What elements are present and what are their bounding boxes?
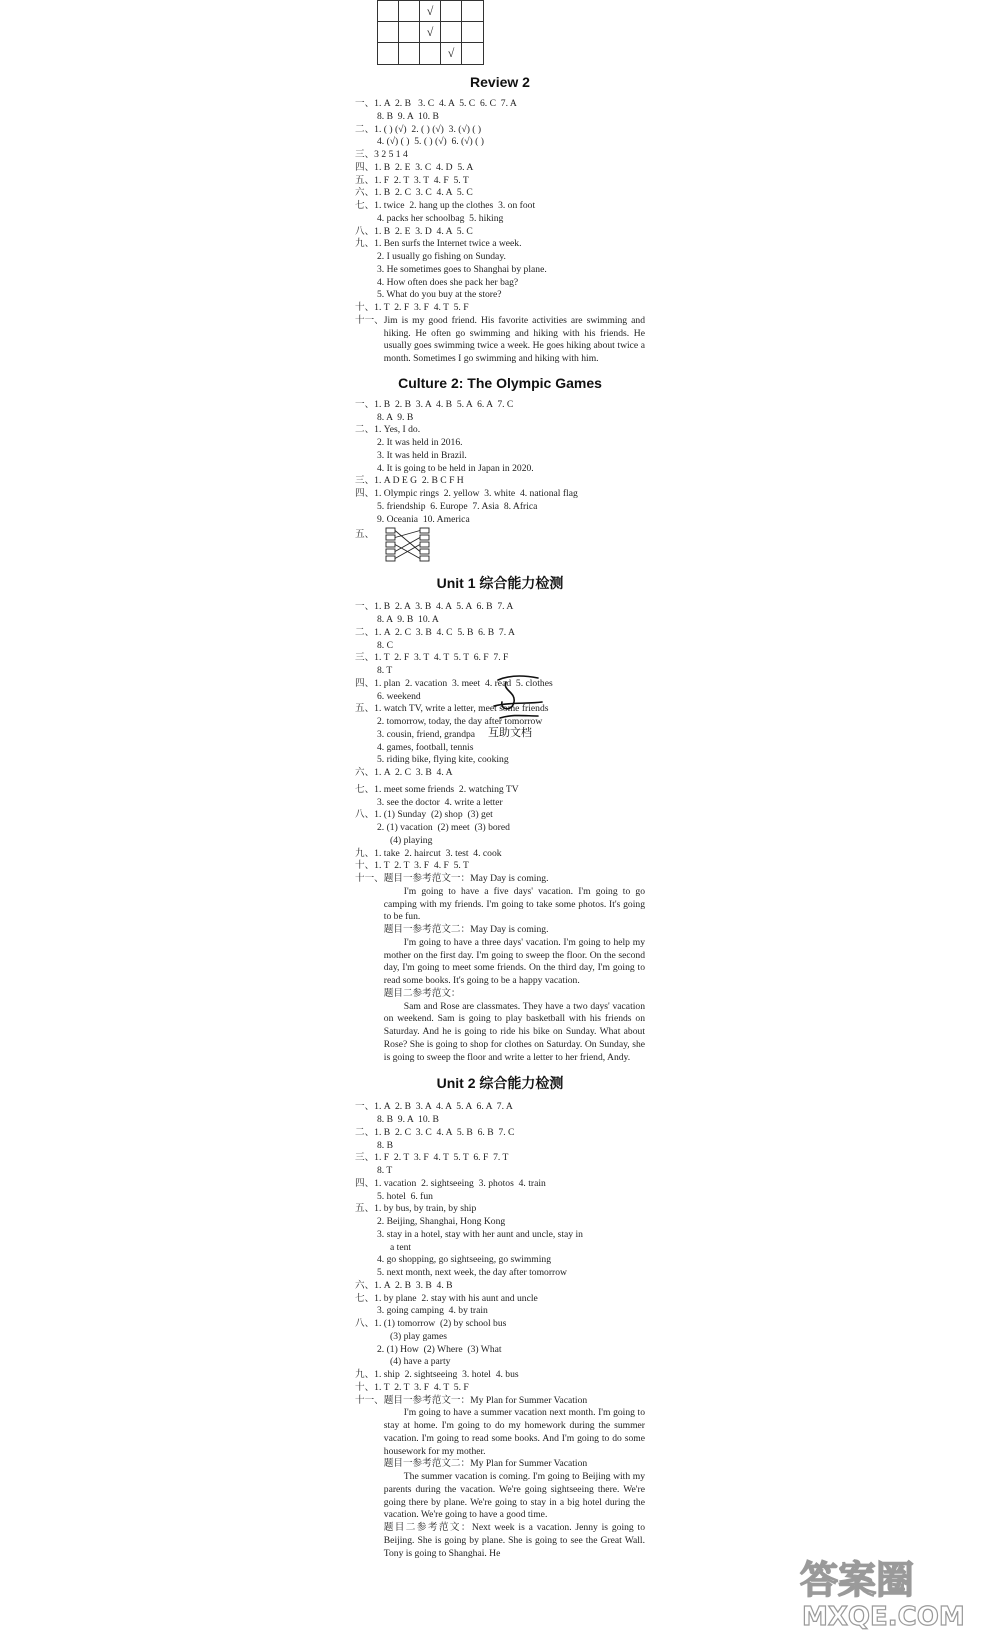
answer-line: 8. T [377,1165,393,1176]
answer-line: 4. go shopping, go sightseeing, go swimming [377,1254,552,1266]
grid-cell: √ [420,22,441,43]
essay-heading: 题目一参考范文二：May Day is coming. [383,924,549,935]
answer-line: 8. B 9. A 10. B [377,1114,439,1125]
answer-line: 3. going camping 4. by train [377,1305,488,1317]
answer-line: 七、1. twice 2. hang up the clothes 3. on foot [355,200,536,211]
answer-line: 二、1. Yes, I do. [355,424,421,436]
essay-heading: 题目一参考范文一：May Day is coming. [383,873,549,884]
grid-cell [441,1,462,22]
answer-line: 八、1. B 2. E 3. D 4. A 5. C [355,225,473,237]
answer-line: 2. (1) vacation (2) meet (3) bored [377,822,510,833]
answer-line: 七、1. meet some friends 2. watching TV [355,783,519,795]
answer-line: 十、1. T 2. F 3. F 4. T 5. F [355,302,469,313]
essay-text: I'm going to have a five days' vacation. I'm going to go camping with my friends. I'm going to take some photos. It's going to be fun. [383,885,645,923]
answer-line: (4) have a party [390,1356,451,1368]
watermark-logo-text: 答案圈 [800,1558,915,1602]
unit1-answers [355,601,645,1064]
answer-line: 3. stay in a hotel, stay with her aunt and uncle, stay in [377,1228,583,1240]
grid-cell: √ [420,1,441,22]
answer-line: 三、3 2 5 1 4 [355,149,408,160]
handwritten-mark [480,672,560,742]
answer-line: 8. A 9. B 10. A [377,614,439,625]
answer-line: 4. packs her schoolbag 5. hiking [377,212,504,224]
essay-text: Sam and Rose are classmates. They have a two days' vacation on weekend. Sam is going to play basketball with his friends on Saturday. And he is going to ride his bike on Sunday. What about Rose? She is going to shop for clothes on Saturday. On Sunday, she is going to sweep the floor and write a letter to her friend, Andy. [383,1000,645,1063]
answer-line: 四、1. Olympic rings 2. yellow 3. white 4. national flag [355,488,578,499]
answer-line: 七、1. by plane 2. stay with his aunt and uncle [355,1292,538,1304]
answer-line: 四、1. vacation 2. sightseeing 3. photos 4. train [355,1177,546,1189]
answer-line: 十、1. T 2. T 3. F 4. F 5. T [355,860,469,872]
grid-cell [378,43,399,64]
answer-line: 五、1. watch TV, write a letter, meet some friends [355,703,549,715]
answer-line: 三、1. F 2. T 3. F 4. T 5. T 6. F 7. T [355,1152,509,1164]
answer-page [355,0,645,1560]
answer-line: 4. (√) ( ) 5. ( ) (√) 6. (√) ( ) [377,136,484,148]
answer-line: 2. tomorrow, today, the day after tomorrow [377,716,543,727]
answer-line: 4. How often does she pack her bag? [377,276,519,288]
grid-cell [420,43,441,64]
answer-line: 2. (1) How (2) Where (3) What [377,1343,502,1355]
answer-line: 九、1. take 2. haircut 3. test 4. cook [355,847,502,859]
answer-tick-grid [377,0,484,65]
answer-line: 5. hotel 6. fun [377,1190,433,1202]
answer-line: 二、1. B 2. C 3. C 4. A 5. B 6. B 7. C [355,1126,515,1138]
grid-cell [462,1,483,22]
unit2-answers [355,1101,645,1560]
answer-line: 8. T [377,665,393,676]
unit1-essays [355,873,645,1064]
handwritten-note: 互助文档 [488,726,532,739]
answer-line: (4) playing [390,834,433,846]
answer-line: 五、1. F 2. T 3. T 4. F 5. T [355,174,469,186]
answer-line: 5. friendship 6. Europe 7. Asia 8. Africa [377,500,538,512]
answer-line: 六、1. A 2. C 3. B 4. A [355,767,453,778]
grid-cell [399,43,420,64]
grid-cell [462,43,483,64]
answer-line: 五、1. by bus, by train, by ship [355,1203,477,1215]
essay-text: I'm going to have a summer vacation next month. I'm going to stay at home. I'm going to do my homework during the summer vacation. I'm going to read some books. And I'm going to do some housework for my mother. [383,1407,645,1457]
answer-line: 二、1. A 2. C 3. B 4. C 5. B 6. B 7. A [355,626,515,638]
grid-cell [378,1,399,22]
answer-line: 三、1. T 2. F 3. T 4. T 5. T 6. F 7. F [355,652,509,664]
essay-text: The summer vacation is coming. I'm going to Beijing with my parents during the vacation. We're going sightseeing there. We're going there by plane. We're going to stay in a big hotel during the vacation. We're going to have a good time. [383,1471,645,1521]
grid-cell [378,22,399,43]
answer-line: 二、1. ( ) (√) 2. ( ) (√) 3. (√) ( ) [355,123,482,135]
answer-line: 2. Beijing, Shanghai, Hong Kong [377,1216,506,1227]
answer-line: 5. riding bike, flying kite, cooking [377,754,509,766]
answer-line: (3) play games [390,1330,448,1342]
essay-label: 十一、 [355,1394,384,1406]
unit2-essays [355,1395,645,1561]
grid-cell [399,1,420,22]
matching-answer [355,526,645,564]
review2-essay [355,315,645,366]
grid-cell: √ [441,43,462,64]
answer-line: 六、1. A 2. B 3. B 4. B [355,1279,453,1291]
answer-line: 2. It was held in 2016. [377,437,463,448]
answer-line: 3. It was held in Brazil. [377,449,467,461]
answer-line: 5. next month, next week, the day after tomorrow [377,1267,567,1278]
answer-line: 十、1. T 2. T 3. F 4. T 5. F [355,1381,469,1393]
answer-line: 3. see the doctor 4. write a letter [377,796,503,808]
answer-line: 8. A 9. B [377,411,414,423]
grid-cell [399,22,420,43]
answer-line: 九、1. Ben surfs the Internet twice a week. [355,238,522,250]
essay-text: 题目二参考范文：Next week is a vacation. Jenny is going to Beijing. She is going by plane. She is going to see the Great Wall. Tony is going to Shanghai. He [383,1522,645,1559]
answer-line: 9. Oceania 10. America [377,513,470,525]
essay-heading: 题目一参考范文二：My Plan for Summer Vacation [383,1458,588,1470]
match-label: 五、 [355,529,375,541]
answer-line: 8. B 9. A 10. B [377,110,439,122]
answer-line: 3. cousin, friend, grandpa [377,728,476,740]
answer-line: 6. weekend [377,690,421,702]
essay-heading: 题目一参考范文一：My Plan for Summer Vacation [383,1394,588,1406]
answer-line: 四、1. B 2. E 3. C 4. D 5. A [355,161,474,173]
watermark-url: MXQE.COM [802,1602,965,1631]
matching-lines-diagram [384,526,432,564]
answer-line: 八、1. (1) Sunday (2) shop (3) get [355,809,493,821]
answer-line: a tent [390,1241,412,1253]
answer-line: 六、1. B 2. C 3. C 4. A 5. C [355,187,473,199]
answer-line: 八、1. (1) tomorrow (2) by school bus [355,1318,507,1329]
answer-line: 一、1. B 2. B 3. A 4. B 5. A 6. A 7. C [355,398,514,410]
culture2-answers [355,399,645,565]
essay-label: 十一、 [355,314,384,326]
answer-line: 一、1. B 2. A 3. B 4. A 5. A 6. B 7. A [355,601,514,613]
answer-line: 5. What do you buy at the store? [377,289,502,301]
answer-line: 一、1. A 2. B 3. C 4. A 5. C 6. C 7. A [355,98,517,109]
essay-heading: 题目二参考范文： [383,987,461,999]
answer-line: 4. It is going to be held in Japan in 2020. [377,462,534,474]
unit2-title: Unit 2 综合能力检测 [436,1075,564,1092]
review2-answers [355,98,645,366]
essay-text: I'm going to have a three days' vacation. I'm going to help my mother on the first day. I'm going to sweep the floor. On the second day, I'm going to meet some friends. On the third day, I'm going to read some books. It's going to be a happy vacation. [383,936,645,986]
answer-line: 一、1. A 2. B 3. A 4. A 5. A 6. A 7. A [355,1101,513,1113]
grid-cell [441,22,462,43]
answer-line: 4. games, football, tennis [377,741,474,753]
review2-title: Review 2 [470,74,530,90]
answer-line: 3. He sometimes goes to Shanghai by plane. [377,263,547,275]
answer-line: 2. I usually go fishing on Sunday. [377,251,506,262]
site-watermark [792,1553,982,1631]
answer-line: 三、1. A D E G 2. B C F H [355,475,464,487]
unit1-title: Unit 1 综合能力检测 [436,575,564,592]
answer-line: 8. B [377,1139,393,1151]
answer-line: 四、1. plan 2. vacation 3. meet 4. read 5. clothes [355,677,553,689]
essay-text: Jim is my good friend. His favorite activities are swimming and hiking. He often go swimming and hiking with his friends. He usually goes swimming twice a week. He goes hiking about twice a month. Sometimes I go swimming and hiking with him. [383,314,645,364]
grid-cell [462,22,483,43]
culture2-title: Culture 2: The Olympic Games [398,374,602,391]
essay-label: 十一、 [355,873,384,884]
answer-line: 8. C [377,639,393,651]
answer-line: 九、1. ship 2. sightseeing 3. hotel 4. bus [355,1369,519,1380]
